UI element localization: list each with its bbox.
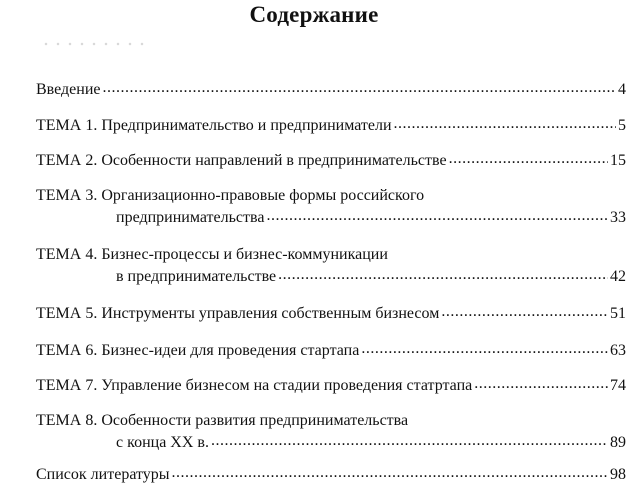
toc-entry-title: Список литературы bbox=[36, 466, 170, 483]
dot-leader bbox=[211, 433, 608, 447]
dot-leader bbox=[172, 465, 608, 479]
toc-page-number: 42 bbox=[610, 268, 626, 285]
toc-entry-topic-4 bbox=[36, 245, 626, 287]
toc-entry-title: Введение bbox=[36, 81, 101, 98]
toc-entry-references bbox=[36, 465, 626, 485]
toc-entry-topic-2 bbox=[36, 151, 626, 171]
toc-entry-topic-1 bbox=[36, 116, 626, 136]
dot-leader bbox=[441, 304, 608, 318]
toc-entry-intro bbox=[36, 80, 626, 100]
toc-entry-title: ТЕМА 8. Особенности развития предпринимательства bbox=[36, 412, 409, 429]
toc-page-number: 33 bbox=[610, 209, 626, 226]
toc-entry-topic-5 bbox=[36, 304, 626, 324]
toc-entry-topic-6 bbox=[36, 341, 626, 361]
dot-leader bbox=[361, 341, 608, 355]
toc-entry-title: ТЕМА 1. Предпринимательство и предприниматели bbox=[36, 117, 392, 134]
toc-entry-topic-8 bbox=[36, 411, 626, 453]
toc-entry-title: ТЕМА 4. Бизнес-процессы и бизнес-коммуникации bbox=[36, 246, 388, 263]
toc-entry-title-continued: предпринимательства bbox=[116, 209, 265, 226]
toc-page-number: 4 bbox=[618, 81, 626, 98]
toc-entry-title: ТЕМА 2. Особенности направлений в предпринимательстве bbox=[36, 152, 447, 169]
toc-entry-title: ТЕМА 5. Инструменты управления собственным бизнесом bbox=[36, 305, 440, 322]
dot-leader bbox=[266, 208, 608, 222]
toc-page-number: 89 bbox=[610, 434, 626, 451]
toc-page-number: 98 bbox=[610, 466, 626, 483]
toc-page-number: 15 bbox=[610, 152, 626, 169]
toc-page-number: 5 bbox=[618, 117, 626, 134]
toc-entry-title-continued: в предпринимательстве bbox=[116, 268, 277, 285]
dot-leader bbox=[103, 80, 617, 94]
toc-page-number: 51 bbox=[610, 305, 626, 322]
dot-leader bbox=[394, 116, 616, 130]
page-title: Содержание bbox=[249, 2, 379, 27]
toc-page-number: 63 bbox=[610, 342, 626, 359]
dot-leader bbox=[278, 267, 608, 281]
dot-leader bbox=[449, 151, 608, 165]
toc-entry-title: ТЕМА 6. Бизнес-идеи для проведения стартапа bbox=[36, 342, 360, 359]
toc-entry-topic-3 bbox=[36, 186, 626, 228]
toc-entry-topic-7 bbox=[36, 376, 626, 396]
toc-entry-title-continued: с конца XX в. bbox=[116, 434, 209, 451]
scan-speck bbox=[40, 42, 150, 46]
dot-leader bbox=[474, 376, 608, 390]
toc-entry-title: ТЕМА 7. Управление бизнесом на стадии проведения статртапа bbox=[36, 377, 473, 394]
toc-entry-title: ТЕМА 3. Организационно-правовые формы российского bbox=[36, 187, 425, 204]
toc-page-number: 74 bbox=[610, 377, 626, 394]
